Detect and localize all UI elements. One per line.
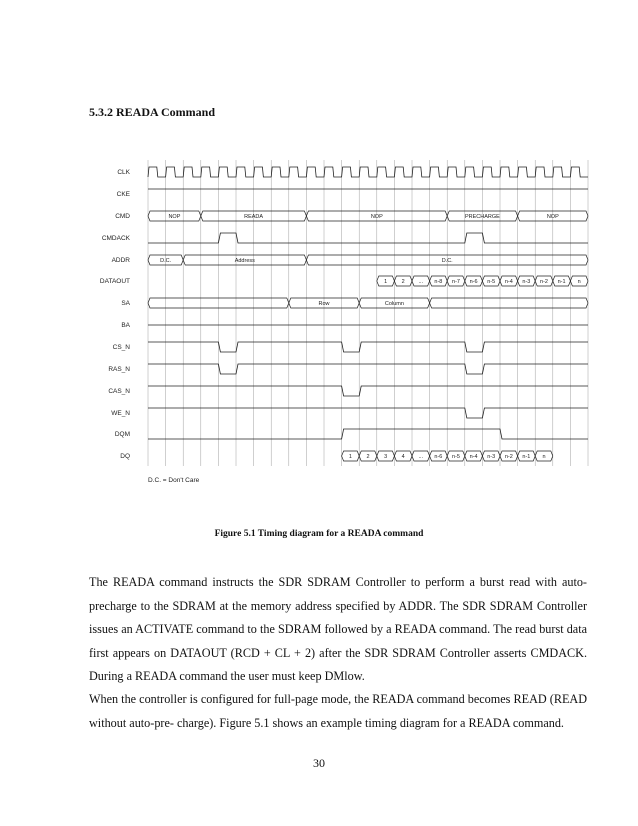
cmd-bus-label: NOP: [370, 214, 383, 220]
signal-label: BA: [121, 322, 130, 329]
dataout-bus-label: 2: [401, 279, 405, 285]
ras-n-waveform: [148, 364, 588, 374]
we-n-waveform: [148, 408, 588, 418]
dq-bus-label: n-1: [522, 454, 531, 460]
signal-label: DQ: [120, 453, 130, 460]
addr-bus-label: D.C.: [160, 258, 172, 264]
page-number: 30: [313, 756, 325, 770]
sa-bus-segment: [430, 298, 588, 308]
timing-diagram-svg: [90, 150, 590, 490]
cmd-bus-label: NOP: [168, 214, 181, 220]
signal-label: CMDACK: [101, 235, 130, 242]
dataout-bus-label: n-5: [487, 279, 496, 285]
dq-bus-label: n-5: [452, 454, 460, 460]
dq-bus-label: 4: [401, 454, 405, 460]
cmd-bus-label: READA: [244, 214, 264, 220]
dataout-bus-label: n-6: [469, 279, 478, 285]
dq-bus-label: n: [542, 454, 546, 460]
cs-n-waveform: [148, 342, 588, 352]
signal-label: RAS_N: [108, 366, 130, 373]
dq-bus-label: ...: [418, 454, 424, 460]
signal-label: SA: [121, 300, 130, 307]
paragraph-2: When the controller is configured for full-page mode, the READA command becomes READ (READ without auto-pre- charge). Figure 5.1 shows an example timing diagram for a READA command.: [89, 692, 587, 730]
signal-label: ADDR: [111, 257, 130, 264]
signal-label: WE_N: [111, 410, 130, 417]
paragraph-1: The READA command instructs the SDR SDRAM Controller to perform a burst read with auto-precharge to the SDRAM at the memory address specified by ADDR. The SDR SDRAM Controller issues an ACTIVATE command to the SDRAM followed by a READA command. The read burst data first appears on DATAOUT (RCD + CL + 2) after the SDR SDRAM Controller asserts CMDACK. During a READA command the user must keep DMlow.: [89, 575, 587, 683]
dq-bus-label: 3: [384, 454, 388, 460]
dq-bus-label: n-6: [434, 454, 443, 460]
signal-label: CKE: [116, 191, 130, 198]
signal-label: CS_N: [112, 344, 130, 351]
dataout-bus-label: n-7: [452, 279, 460, 285]
addr-bus-label: Address: [234, 258, 255, 264]
signal-label: DATAOUT: [99, 278, 130, 285]
dataout-bus-label: n-4: [504, 279, 513, 285]
dq-bus-label: n-4: [469, 454, 478, 460]
sa-bus-label: Row: [318, 301, 330, 307]
dqm-waveform: [148, 429, 588, 439]
dq-bus-label: 2: [366, 454, 370, 460]
addr-bus-label: D.C.: [441, 258, 453, 264]
dataout-bus-label: n-2: [540, 279, 548, 285]
dc-note: D.C. = Don't Care: [148, 477, 200, 484]
clk-waveform: [148, 167, 588, 177]
signal-label: CLK: [117, 169, 130, 176]
dq-bus-label: n-3: [487, 454, 496, 460]
signal-label: CMD: [115, 213, 130, 220]
cas-n-waveform: [148, 386, 588, 396]
cmd-bus-label: PRECHARGE: [464, 214, 500, 220]
section-heading: 5.3.2 READA Command: [89, 105, 216, 119]
cmd-bus-label: NOP: [546, 214, 559, 220]
dataout-bus-label: ...: [418, 279, 424, 285]
dq-bus-label: n-2: [504, 454, 513, 460]
dataout-bus-label: n-8: [434, 279, 443, 285]
signal-label: CAS_N: [108, 388, 130, 395]
dq-bus-label: 1: [348, 454, 352, 460]
figure-caption: Figure 5.1 Timing diagram for a READA command: [214, 529, 424, 539]
cmdack-waveform: [148, 233, 588, 243]
signal-label: DQM: [114, 431, 130, 438]
dataout-bus-label: n-1: [557, 279, 566, 285]
dataout-bus-label: n-3: [522, 279, 531, 285]
dataout-bus-label: n: [577, 279, 581, 285]
dataout-bus-label: 1: [384, 279, 388, 285]
sa-bus-label: Column: [384, 301, 404, 307]
timing-diagram: [90, 150, 590, 490]
